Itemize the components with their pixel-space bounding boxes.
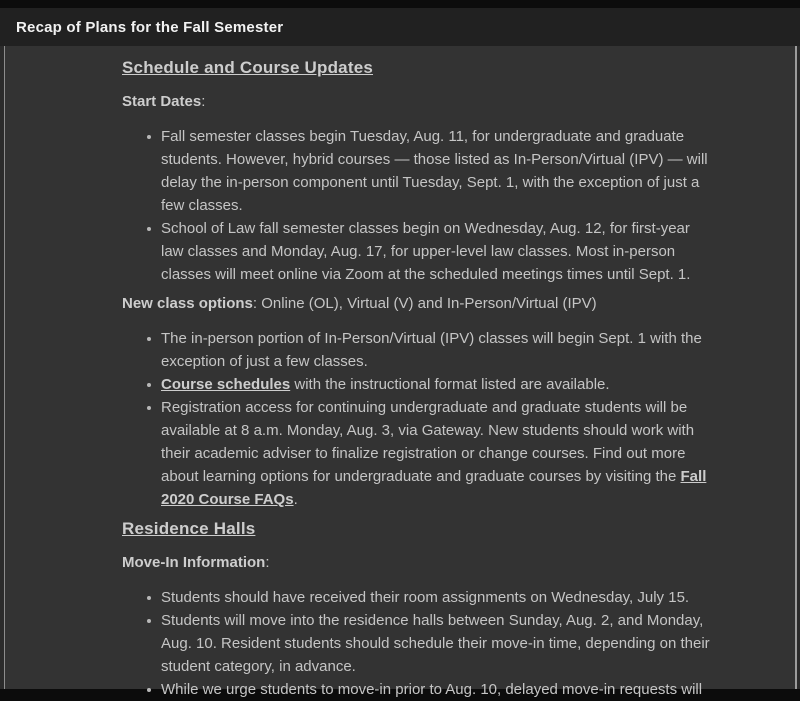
- window-title: Recap of Plans for the Fall Semester: [16, 18, 284, 36]
- paragraph: [122, 90, 712, 113]
- list-item: [161, 373, 712, 396]
- text-run: While we urge students to move-in prior to Aug. 10, delayed move-in requests will: [161, 681, 703, 698]
- section-heading: Residence Halls: [122, 519, 256, 538]
- list-item: [161, 586, 712, 609]
- text-run: with the instructional format listed are available.: [290, 376, 610, 393]
- text-run: Registration access for continuing undergraduate and graduate students will be available at 8 a.m. Monday, Aug. 3, via Gateway. New students should work with their academic adviser to finalize registration or change courses. Find out more about learning options for undergraduate and graduate courses by visiting the: [161, 399, 695, 485]
- bold-label: New class options: [122, 295, 253, 312]
- window-top-edge: [0, 0, 800, 8]
- bullet-list: [122, 586, 712, 701]
- list-item: [161, 217, 712, 286]
- text-run: .: [293, 491, 298, 508]
- window-titlebar: [0, 8, 800, 46]
- text-run: The in-person portion of In-Person/Virtual (IPV) classes will begin Sept. 1 with the exception of just a few classes.: [161, 330, 702, 370]
- list-item: [161, 125, 712, 217]
- section-heading: Schedule and Course Updates: [122, 58, 374, 77]
- list-item: [161, 327, 712, 373]
- inline-link[interactable]: Fall 2020 Course FAQs: [161, 468, 707, 508]
- list-item: [161, 609, 712, 678]
- text-run: : Online (OL), Virtual (V) and In-Person/Virtual (IPV): [252, 295, 597, 312]
- list-item: [161, 678, 712, 701]
- bold-label: Start Dates: [122, 93, 202, 110]
- paragraph: [122, 292, 712, 315]
- text-run: Fall semester classes begin Tuesday, Aug. 11, for undergraduate and graduate students. However, hybrid courses — those listed as In-Person/Virtual (IPV) — will delay the in-person component until Tuesday, Sept. 1, with the exception of just a few classes.: [161, 128, 708, 214]
- bullet-list: [122, 125, 712, 286]
- text-run: Students should have received their room assignments on Wednesday, July 15.: [161, 589, 690, 606]
- text-run: Students will move into the residence halls between Sunday, Aug. 2, and Monday, Aug. 10. Resident students should schedule their move-in time, depending on their student category, in advance.: [161, 612, 710, 675]
- document-content: [122, 46, 712, 701]
- text-run: :: [201, 93, 206, 110]
- inline-link[interactable]: Course schedules: [161, 376, 291, 393]
- paragraph: [122, 551, 712, 574]
- text-run: :: [265, 554, 270, 571]
- document-page: [4, 46, 797, 698]
- content-viewport[interactable]: [0, 46, 800, 698]
- list-item: [161, 396, 712, 511]
- text-run: School of Law fall semester classes begin on Wednesday, Aug. 12, for first-year law classes and Monday, Aug. 17, for upper-level law classes. Most in-person classes will meet online via Zoom at the scheduled meetings times until Sept. 1.: [161, 220, 691, 283]
- bullet-list: [122, 327, 712, 511]
- bold-label: Move-In Information: [122, 554, 266, 571]
